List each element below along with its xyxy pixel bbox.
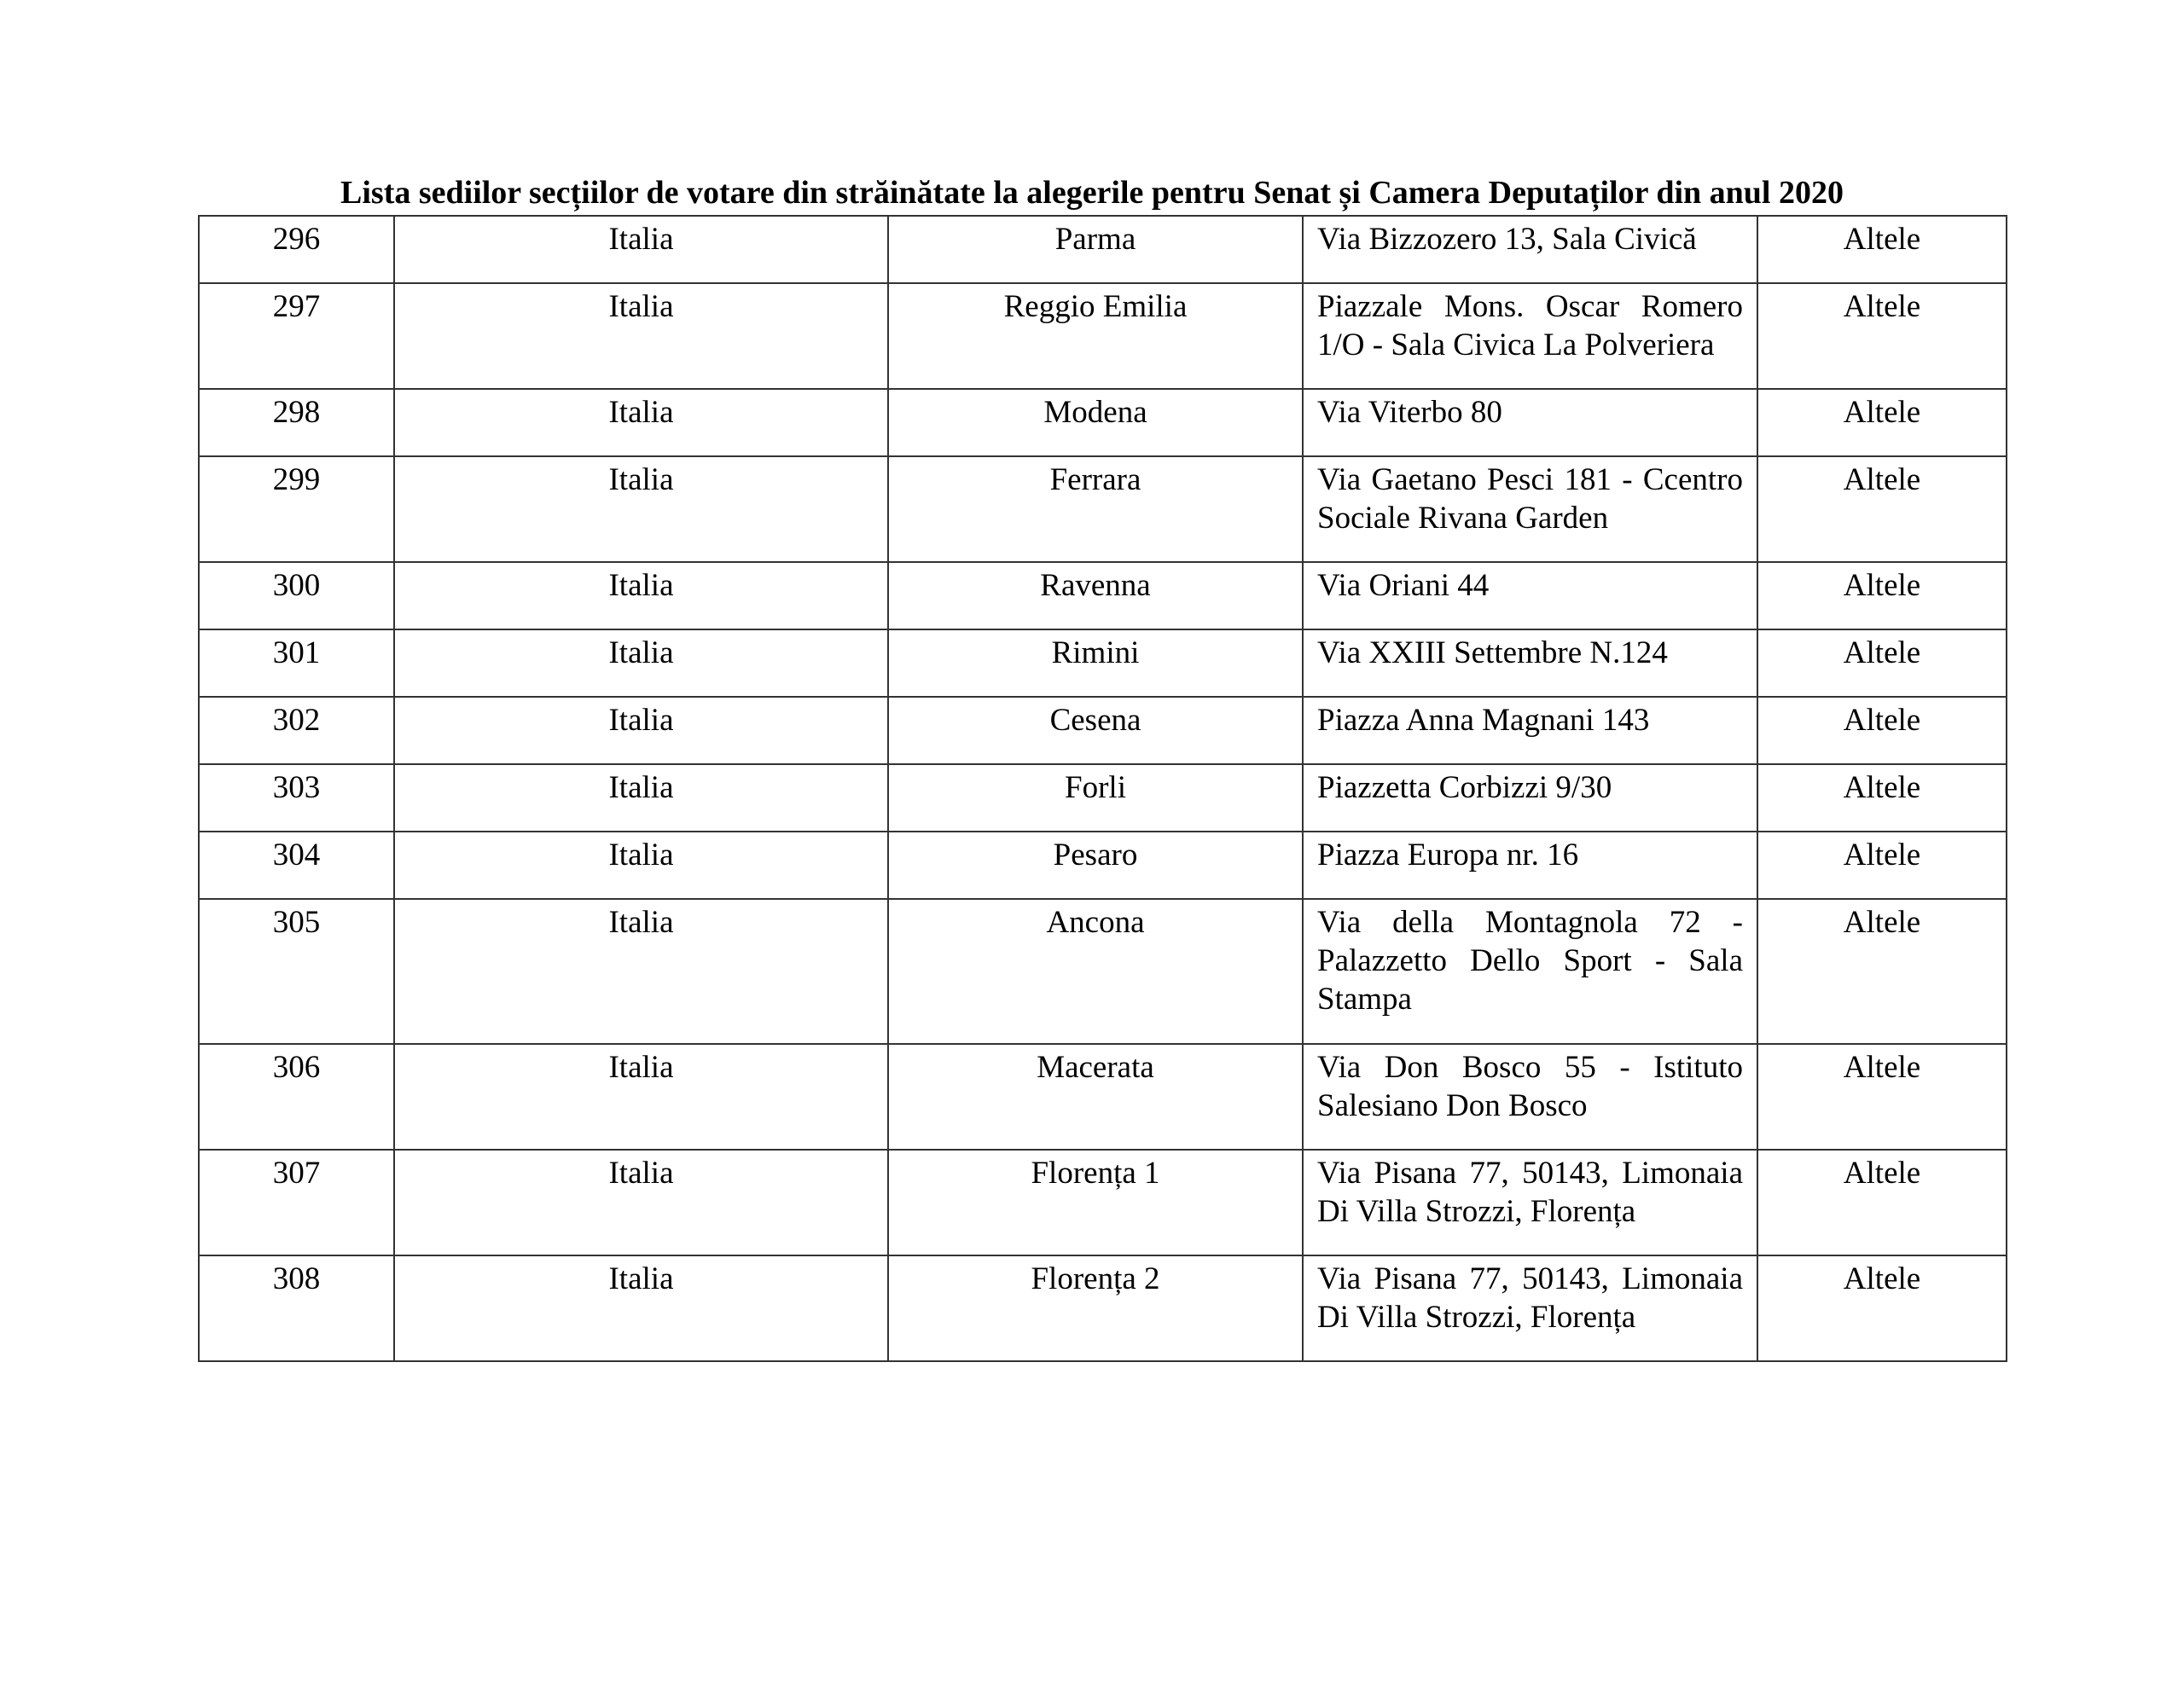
- cell-city: Florența 1: [888, 1150, 1303, 1255]
- cell-type: Altele: [1757, 562, 2007, 629]
- cell-country: Italia: [394, 629, 888, 697]
- table-row: [199, 389, 2007, 456]
- cell-address: Piazza Europa nr. 16: [1303, 832, 1757, 899]
- cell-country: Italia: [394, 1255, 888, 1361]
- cell-country: Italia: [394, 697, 888, 764]
- cell-address: Via Oriani 44: [1303, 562, 1757, 629]
- cell-city: Parma: [888, 216, 1303, 283]
- cell-city: Ancona: [888, 899, 1303, 1044]
- cell-address: Piazzetta Corbizzi 9/30: [1303, 764, 1757, 832]
- cell-city: Florența 2: [888, 1255, 1303, 1361]
- cell-country: Italia: [394, 1150, 888, 1255]
- cell-nr: 297: [199, 283, 394, 389]
- cell-nr: 307: [199, 1150, 394, 1255]
- cell-type: Altele: [1757, 389, 2007, 456]
- cell-type: Altele: [1757, 1255, 2007, 1361]
- cell-type: Altele: [1757, 629, 2007, 697]
- cell-type: Altele: [1757, 456, 2007, 562]
- cell-city: Cesena: [888, 697, 1303, 764]
- table-row: [199, 283, 2007, 389]
- cell-address: Via XXIII Settembre N.124: [1303, 629, 1757, 697]
- polling-stations-table: [198, 215, 2007, 1362]
- cell-country: Italia: [394, 216, 888, 283]
- table-row: [199, 1044, 2007, 1150]
- table-row: [199, 216, 2007, 283]
- table-row: [199, 562, 2007, 629]
- cell-address: Via Pisana 77, 50143, Limonaia Di Villa Strozzi, Florența: [1303, 1150, 1757, 1255]
- table-row: [199, 697, 2007, 764]
- cell-country: Italia: [394, 283, 888, 389]
- cell-city: Ferrara: [888, 456, 1303, 562]
- cell-country: Italia: [394, 389, 888, 456]
- table-row: [199, 832, 2007, 899]
- cell-city: Pesaro: [888, 832, 1303, 899]
- table-row: [199, 456, 2007, 562]
- table-row: [199, 764, 2007, 832]
- cell-nr: 303: [199, 764, 394, 832]
- cell-nr: 299: [199, 456, 394, 562]
- cell-country: Italia: [394, 899, 888, 1044]
- cell-nr: 301: [199, 629, 394, 697]
- cell-country: Italia: [394, 1044, 888, 1150]
- cell-nr: 305: [199, 899, 394, 1044]
- cell-address: Via Viterbo 80: [1303, 389, 1757, 456]
- cell-city: Rimini: [888, 629, 1303, 697]
- cell-type: Altele: [1757, 832, 2007, 899]
- table-row: [199, 899, 2007, 1044]
- cell-nr: 302: [199, 697, 394, 764]
- cell-type: Altele: [1757, 1150, 2007, 1255]
- table-row: [199, 629, 2007, 697]
- cell-country: Italia: [394, 764, 888, 832]
- cell-country: Italia: [394, 456, 888, 562]
- cell-type: Altele: [1757, 764, 2007, 832]
- cell-address: Piazza Anna Magnani 143: [1303, 697, 1757, 764]
- cell-city: Modena: [888, 389, 1303, 456]
- table-row: [199, 1150, 2007, 1255]
- table-row: [199, 1255, 2007, 1361]
- cell-country: Italia: [394, 562, 888, 629]
- cell-address: Via Don Bosco 55 - Istituto Salesiano Don Bosco: [1303, 1044, 1757, 1150]
- cell-nr: 300: [199, 562, 394, 629]
- cell-type: Altele: [1757, 899, 2007, 1044]
- cell-nr: 306: [199, 1044, 394, 1150]
- cell-country: Italia: [394, 832, 888, 899]
- cell-nr: 308: [199, 1255, 394, 1361]
- cell-city: Forli: [888, 764, 1303, 832]
- page-title: Lista sediilor secțiilor de votare din străinătate la alegerile pentru Senat și Camera Deputaților din anul 2020: [340, 175, 1844, 211]
- cell-type: Altele: [1757, 1044, 2007, 1150]
- cell-city: Macerata: [888, 1044, 1303, 1150]
- cell-address: Via Pisana 77, 50143, Limonaia Di Villa Strozzi, Florența: [1303, 1255, 1757, 1361]
- cell-address: Via Gaetano Pesci 181 - Ccentro Sociale Rivana Garden: [1303, 456, 1757, 562]
- cell-type: Altele: [1757, 697, 2007, 764]
- cell-type: Altele: [1757, 283, 2007, 389]
- cell-nr: 298: [199, 389, 394, 456]
- cell-address: Via della Montagnola 72 - Palazzetto Dello Sport - Sala Stampa: [1303, 899, 1757, 1044]
- cell-nr: 296: [199, 216, 394, 283]
- cell-nr: 304: [199, 832, 394, 899]
- cell-address: Piazzale Mons. Oscar Romero 1/O - Sala Civica La Polveriera: [1303, 283, 1757, 389]
- cell-address: Via Bizzozero 13, Sala Civică: [1303, 216, 1757, 283]
- cell-city: Ravenna: [888, 562, 1303, 629]
- cell-city: Reggio Emilia: [888, 283, 1303, 389]
- cell-type: Altele: [1757, 216, 2007, 283]
